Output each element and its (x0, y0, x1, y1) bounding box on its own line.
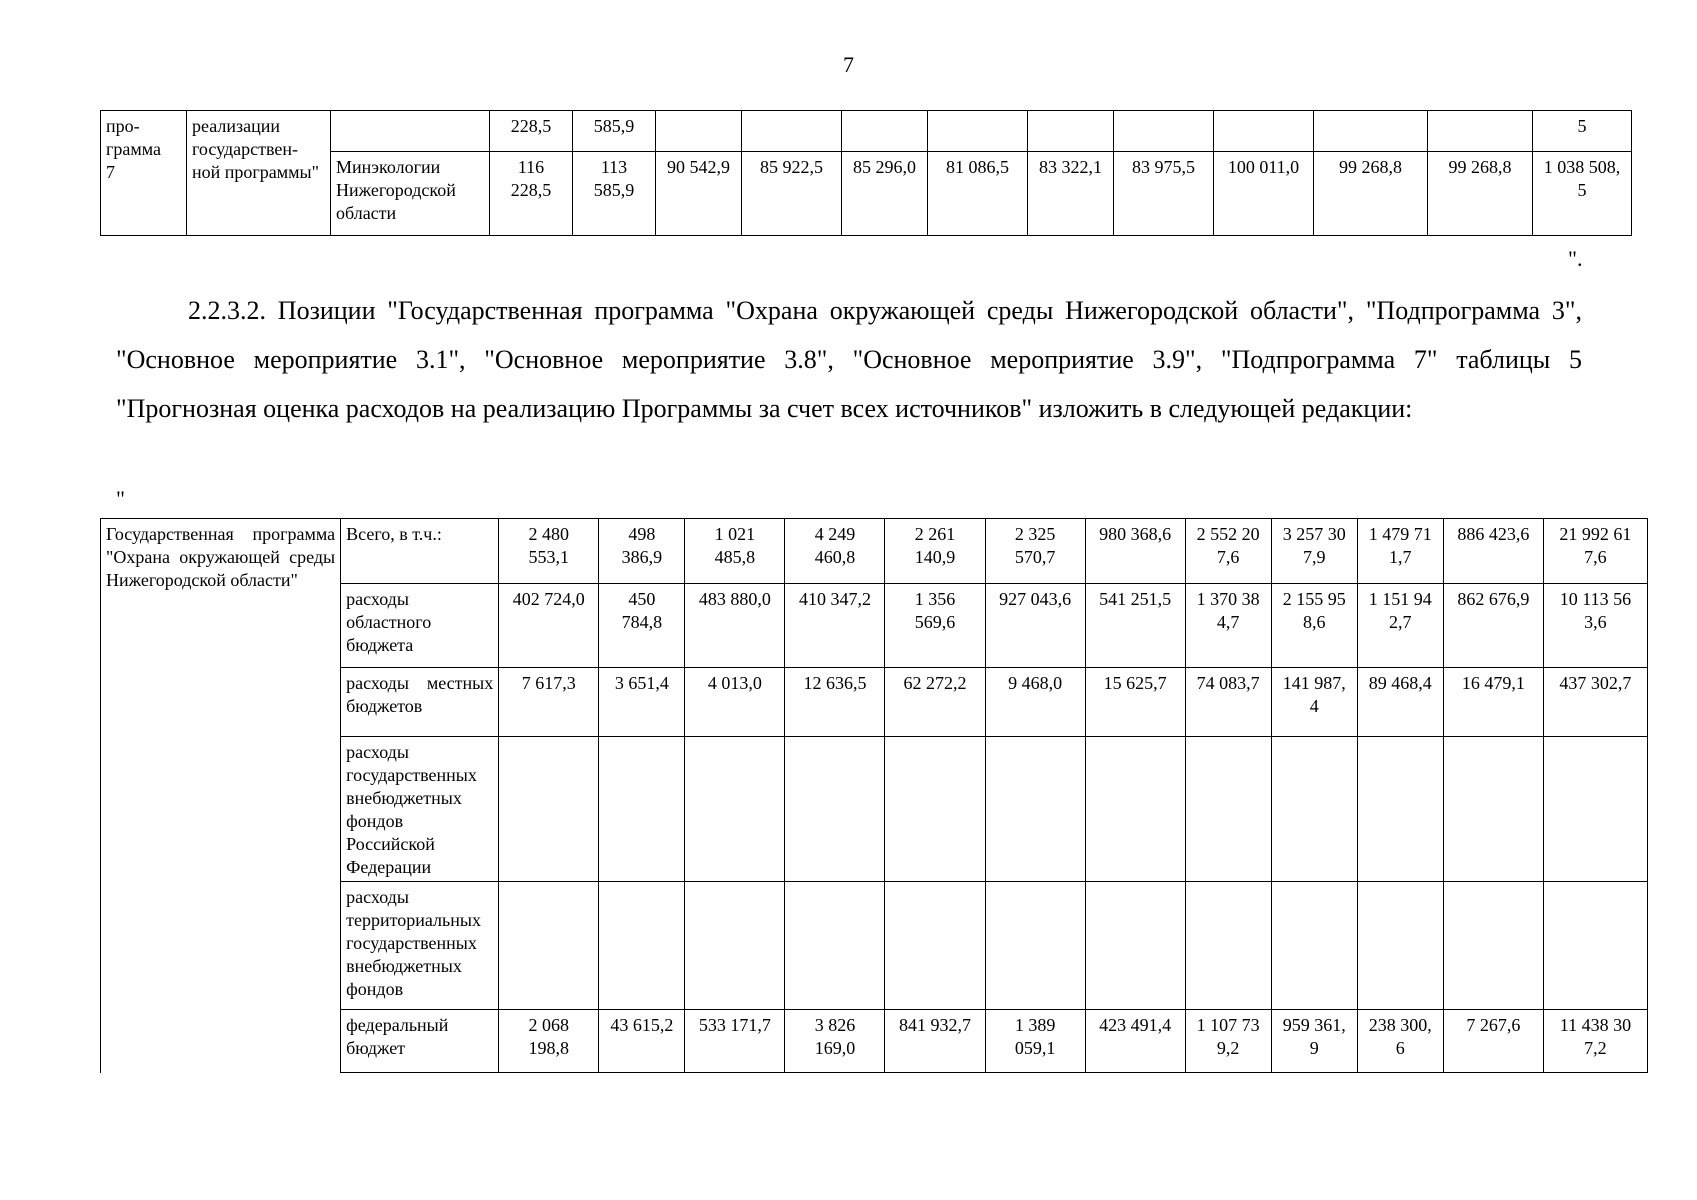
value-cell (490, 152, 573, 236)
value-cell (842, 152, 928, 236)
cell-line: 533 171,7 (698, 1015, 771, 1035)
cell-line: 11 438 30 (1559, 1015, 1632, 1035)
table-row (101, 152, 1632, 236)
program-name-cell (101, 519, 341, 1073)
value-cell (1543, 668, 1647, 737)
cell-line: 410 347,2 (798, 589, 871, 609)
funding-source-label: Всего, в т.ч.: (346, 524, 442, 544)
cell-line: 541 251,5 (1099, 589, 1172, 609)
cell-line: 16 479,1 (1461, 673, 1525, 693)
cell-line: 2,7 (1389, 612, 1412, 632)
cell-line: 89 468,4 (1368, 673, 1432, 693)
value-cell (1185, 668, 1271, 737)
value-cell (1543, 737, 1647, 882)
cell-line: 1 021 (714, 524, 756, 544)
cell-line: 1,7 (1389, 547, 1412, 567)
program-name: Государственная программа "Охрана окружающей среды Нижегородской области" (106, 524, 336, 590)
cell-line: 4 013,0 (707, 673, 762, 693)
cell-line: 141 987, (1282, 673, 1346, 693)
funding-source-label: расходы территориальных государственных внебюджетных фондов (346, 887, 481, 999)
subprogram-name-cell (187, 111, 331, 236)
value-cell (1543, 1010, 1647, 1073)
value-cell (842, 111, 928, 152)
funding-source-cell (341, 737, 499, 882)
cell-line: 423 491,4 (1099, 1015, 1172, 1035)
value-cell (1443, 1010, 1543, 1073)
cell-line: 5 (1577, 116, 1587, 136)
cell-line: 7,9 (1302, 547, 1326, 567)
cell-line: 7 267,6 (1466, 1015, 1521, 1035)
cell-line: 1 107 73 (1196, 1015, 1260, 1035)
cell-line: 569,6 (914, 612, 956, 632)
cell-line: 62 272,2 (903, 673, 967, 693)
value-cell (599, 737, 685, 882)
cell-line: 10 113 56 (1559, 589, 1632, 609)
value-cell (885, 882, 985, 1010)
cell-line: 9,2 (1216, 1038, 1240, 1058)
cell-line: 402 724,0 (512, 589, 585, 609)
cell-line: 059,1 (1014, 1038, 1056, 1058)
continued-table (100, 110, 1632, 236)
value-cell (1185, 1010, 1271, 1073)
cell-line: 238 300, (1368, 1015, 1432, 1035)
value-cell (1214, 111, 1314, 152)
value-cell (1185, 882, 1271, 1010)
cell-line: 8,6 (1302, 612, 1326, 632)
value-cell (885, 584, 985, 668)
value-cell (499, 584, 599, 668)
cell-line: 498 (628, 524, 656, 544)
value-cell (985, 519, 1085, 584)
value-cell (685, 668, 785, 737)
value-cell (885, 737, 985, 882)
value-cell (499, 882, 599, 1010)
value-cell (1085, 1010, 1185, 1073)
value-cell (1271, 882, 1357, 1010)
value-cell (1114, 152, 1214, 236)
value-cell (1357, 737, 1443, 882)
opening-quote: " (116, 486, 125, 511)
value-cell (685, 882, 785, 1010)
closing-quote: ". (1568, 246, 1583, 271)
value-cell (1085, 882, 1185, 1010)
value-cell (573, 152, 656, 236)
cell-line: 99 268,8 (1448, 157, 1512, 177)
cell-line: 83 975,5 (1132, 157, 1195, 177)
value-cell (785, 737, 885, 882)
value-cell (1533, 152, 1632, 236)
cell-line: 228,5 (510, 180, 552, 200)
cell-line: государствен- (192, 139, 299, 159)
forecast-expenses-table (100, 518, 1648, 1073)
cell-line: 784,8 (621, 612, 663, 632)
value-cell (1085, 519, 1185, 584)
value-cell (1085, 668, 1185, 737)
value-cell (1028, 152, 1114, 236)
cell-line: реализации (192, 116, 280, 136)
value-cell (985, 668, 1085, 737)
value-cell (599, 584, 685, 668)
cell-line: 1 356 (914, 589, 956, 609)
cell-line: 90 542,9 (667, 157, 730, 177)
cell-line: 7,6 (1584, 547, 1607, 567)
cell-line: 3 826 (814, 1015, 856, 1035)
cell-line: Минэкологии (336, 157, 441, 177)
cell-line: 2 480 (528, 524, 570, 544)
value-cell (1428, 152, 1533, 236)
value-cell (985, 882, 1085, 1010)
value-cell (1114, 111, 1214, 152)
value-cell (985, 584, 1085, 668)
cell-line: 460,8 (814, 547, 856, 567)
cell-line: 2 552 20 (1196, 524, 1260, 544)
cell-line: 3 257 30 (1282, 524, 1346, 544)
value-cell (1443, 737, 1543, 882)
value-cell (785, 584, 885, 668)
cell-line: 1 151 94 (1368, 589, 1432, 609)
value-cell (785, 882, 885, 1010)
cell-line: 386,9 (621, 547, 663, 567)
value-cell (1357, 668, 1443, 737)
cell-line: 113 (600, 157, 628, 177)
cell-line: 74 083,7 (1196, 673, 1260, 693)
subprogram-cell (101, 111, 187, 236)
value-cell (1357, 519, 1443, 584)
value-cell (742, 152, 842, 236)
cell-line: 1 038 508, (1543, 157, 1621, 177)
cell-line: 2 325 (1014, 524, 1056, 544)
cell-line: 3,6 (1584, 612, 1607, 632)
executor-cell (331, 152, 490, 236)
cell-line: 5 (1577, 180, 1587, 200)
value-cell (1543, 584, 1647, 668)
value-cell (1271, 668, 1357, 737)
cell-line: 959 361, (1282, 1015, 1346, 1035)
value-cell (1085, 737, 1185, 882)
value-cell (785, 668, 885, 737)
value-cell (1271, 584, 1357, 668)
cell-line: 886 423,6 (1457, 524, 1530, 544)
cell-line: 169,0 (814, 1038, 856, 1058)
value-cell (785, 519, 885, 584)
cell-line: 6 (1395, 1038, 1405, 1058)
value-cell (1185, 519, 1271, 584)
cell-line: 862 676,9 (1457, 589, 1530, 609)
cell-line: 228,5 (510, 116, 552, 136)
cell-line: области (336, 203, 397, 223)
value-cell (1543, 519, 1647, 584)
value-cell (985, 1010, 1085, 1073)
value-cell (1443, 668, 1543, 737)
value-cell (1214, 152, 1314, 236)
executor-cell (331, 111, 490, 152)
cell-line: 483 880,0 (698, 589, 771, 609)
cell-line: 4,7 (1216, 612, 1240, 632)
cell-line: 43 615,2 (610, 1015, 674, 1035)
funding-source-label: расходы областного бюджета (346, 589, 432, 655)
cell-line: 81 086,5 (946, 157, 1009, 177)
value-cell (885, 1010, 985, 1073)
amendment-paragraph (116, 286, 1582, 433)
value-cell (1443, 882, 1543, 1010)
value-cell (1271, 1010, 1357, 1073)
table-row (101, 111, 1632, 152)
value-cell (573, 111, 656, 152)
value-cell (685, 584, 785, 668)
funding-source-label: федеральный бюджет (346, 1015, 449, 1058)
value-cell (685, 1010, 785, 1073)
table-row (101, 519, 1648, 584)
value-cell (1428, 111, 1533, 152)
funding-source-cell (341, 668, 499, 737)
funding-source-cell (341, 1010, 499, 1073)
cell-line: Нижегородской (336, 180, 456, 200)
value-cell (1314, 111, 1428, 152)
cell-line: 85 296,0 (853, 157, 916, 177)
cell-line: 9 (1309, 1038, 1319, 1058)
value-cell (1271, 519, 1357, 584)
cell-line: 1 389 (1014, 1015, 1056, 1035)
funding-source-label: расходы государственных внебюджетных фондов Российской Федерации (346, 742, 477, 877)
value-cell (599, 519, 685, 584)
value-cell (1028, 111, 1114, 152)
value-cell (599, 668, 685, 737)
cell-line: 12 636,5 (803, 673, 867, 693)
value-cell (499, 668, 599, 737)
value-cell (885, 668, 985, 737)
cell-line: 980 368,6 (1099, 524, 1172, 544)
value-cell (499, 737, 599, 882)
cell-line: 485,8 (714, 547, 756, 567)
value-cell (1443, 584, 1543, 668)
cell-line: 7 (106, 162, 115, 182)
value-cell (885, 519, 985, 584)
value-cell (1443, 519, 1543, 584)
value-cell (1533, 111, 1632, 152)
funding-source-cell (341, 519, 499, 584)
amendment-paragraph-text: 2.2.3.2. Позиции "Государственная программа "Охрана окружающей среды Нижегородской области", "Подпрограмма 3", "Основное мероприятие 3.1", "Основное мероприятие 3.8", "Основное мероприятие 3.9", "Подпрограмма 7" таблицы 5 "Прогнозная оценка расходов на реализацию Программы за счет всех источников" изложить в следующей редакции: (116, 296, 1582, 423)
value-cell (685, 519, 785, 584)
cell-line: ной программы" (192, 162, 319, 182)
value-cell (742, 111, 842, 152)
cell-line: 83 322,1 (1039, 157, 1102, 177)
cell-line: 116 (517, 157, 545, 177)
value-cell (1085, 584, 1185, 668)
value-cell (928, 152, 1028, 236)
funding-source-cell (341, 882, 499, 1010)
value-cell (1357, 882, 1443, 1010)
cell-line: 21 992 61 (1559, 524, 1632, 544)
cell-line: 4 249 (814, 524, 856, 544)
cell-line: 9 468,0 (1008, 673, 1063, 693)
value-cell (1357, 584, 1443, 668)
value-cell (1185, 584, 1271, 668)
value-cell (599, 882, 685, 1010)
cell-line: 15 625,7 (1103, 673, 1167, 693)
cell-line: 198,8 (528, 1038, 570, 1058)
cell-line: грамма (106, 139, 162, 159)
cell-line: 570,7 (1014, 547, 1056, 567)
cell-line: 85 922,5 (760, 157, 823, 177)
cell-line: 7,2 (1584, 1038, 1607, 1058)
cell-line: 927 043,6 (999, 589, 1072, 609)
cell-line: 2 068 (528, 1015, 570, 1035)
value-cell (1314, 152, 1428, 236)
page-number: 7 (843, 52, 854, 77)
value-cell (785, 1010, 885, 1073)
funding-source-label: расходы местных бюджетов (346, 673, 494, 716)
value-cell (656, 152, 742, 236)
value-cell (1357, 1010, 1443, 1073)
cell-line: 585,9 (593, 180, 635, 200)
value-cell (499, 519, 599, 584)
value-cell (490, 111, 573, 152)
value-cell (1271, 737, 1357, 882)
cell-line: 553,1 (528, 547, 570, 567)
cell-line: 2 155 95 (1282, 589, 1346, 609)
value-cell (685, 737, 785, 882)
cell-line: 585,9 (593, 116, 635, 136)
value-cell (985, 737, 1085, 882)
funding-source-cell (341, 584, 499, 668)
cell-line: 100 011,0 (1227, 157, 1300, 177)
value-cell (1543, 882, 1647, 1010)
cell-line: 437 302,7 (1559, 673, 1632, 693)
cell-line: 99 268,8 (1339, 157, 1402, 177)
cell-line: 2 261 (914, 524, 956, 544)
value-cell (928, 111, 1028, 152)
cell-line: 3 651,4 (614, 673, 669, 693)
value-cell (1185, 737, 1271, 882)
value-cell (656, 111, 742, 152)
cell-line: 7,6 (1216, 547, 1240, 567)
value-cell (499, 1010, 599, 1073)
cell-line: 1 479 71 (1368, 524, 1432, 544)
cell-line: 1 370 38 (1196, 589, 1260, 609)
cell-line: 4 (1309, 696, 1319, 716)
value-cell (599, 1010, 685, 1073)
cell-line: 7 617,3 (521, 673, 576, 693)
cell-line: 140,9 (914, 547, 956, 567)
cell-line: про- (106, 116, 140, 136)
cell-line: 841 932,7 (899, 1015, 971, 1035)
cell-line: 450 (628, 589, 656, 609)
